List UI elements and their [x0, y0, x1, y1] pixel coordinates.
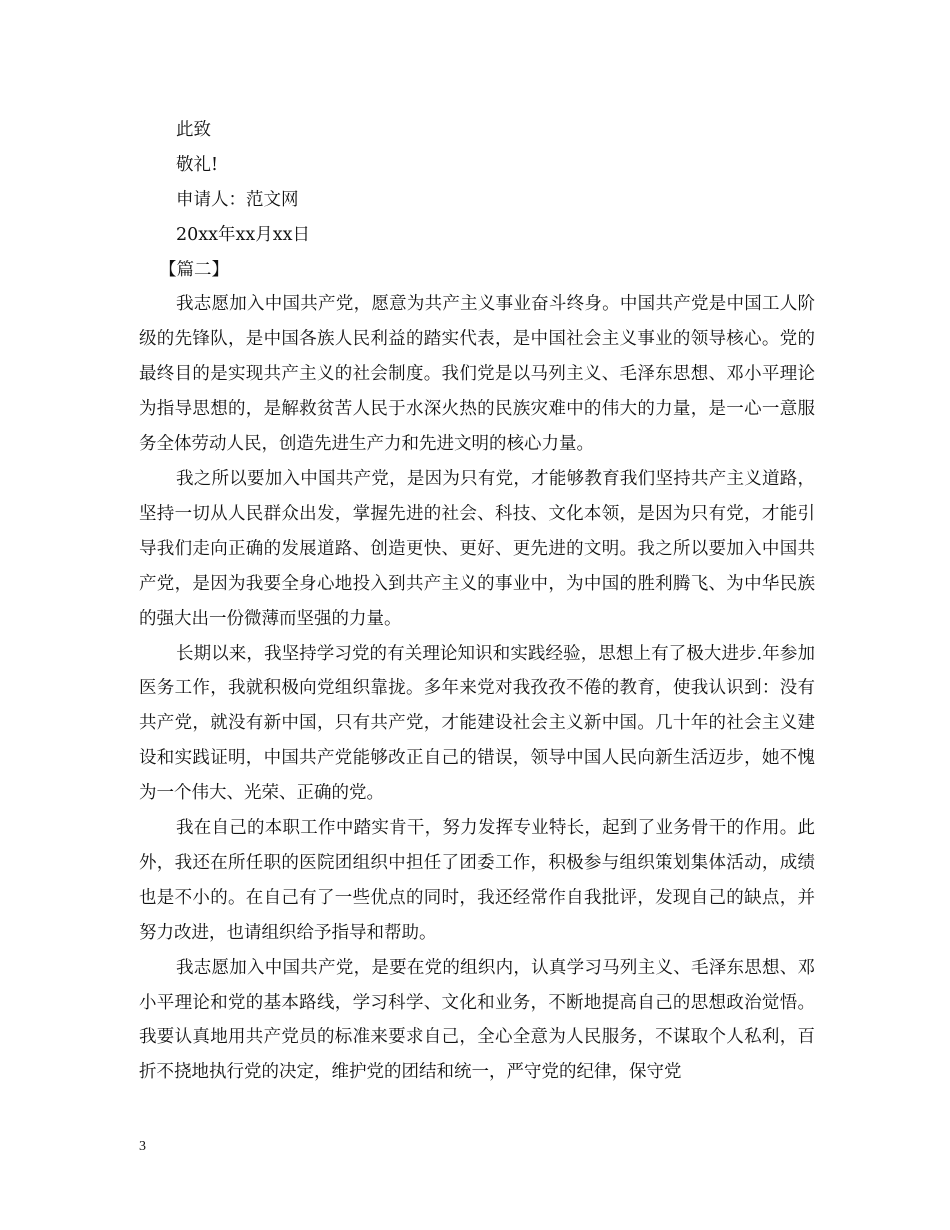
applicant-signature: 申请人：范文网 [176, 189, 299, 210]
paragraph-2: 我之所以要加入中国共产党，是因为只有党，才能够教育我们坚持共产主义道路，坚持一切从人民群众出发，掌握先进的社会、科技、文化本领，是因为只有党，才能引导我们走向正确的发展道路、创造更快、更好、更先进的文明。我之所以要加入中国共产党，是因为我要全身心地投入到共产主义的事业中，为中国的胜利腾飞、为中华民族的强大出一份微薄而坚强的力量。 [139, 468, 815, 629]
paragraph-5: 我志愿加入中国共产党，是要在党的组织内，认真学习马列主义、毛泽东思想、邓小平理论和党的基本路线，学习科学、文化和业务，不断地提高自己的思想政治觉悟。我要认真地用共产党员的标准来要求自己，全心全意为人民服务，不谋取个人私利，百折不挠地执行党的决定，维护党的团结和统一，严守党的纪律，保守党 [139, 957, 815, 1083]
section-heading: 【篇二】 [159, 259, 229, 280]
paragraph-1: 我志愿加入中国共产党，愿意为共产主义事业奋斗终身。中国共产党是中国工人阶级的先锋队，是中国各族人民利益的踏实代表，是中国社会主义事业的领导核心。党的最终目的是实现共产主义的社会制度。我们党是以马列主义、毛泽东思想、邓小平理论为指导思想的，是解救贫苦人民于水深火热的民族灾难中的伟大的力量，是一心一意服务全体劳动人民，创造先进生产力和先进文明的核心力量。 [139, 294, 815, 455]
letter-date: 20xx年xx月xx日 [176, 224, 310, 245]
page-number: 3 [139, 1139, 146, 1154]
document-body [139, 113, 815, 1090]
closing-regards: 敬礼! [176, 154, 219, 175]
closing-salutation: 此致 [176, 120, 211, 140]
paragraph-3: 长期以来，我坚持学习党的有关理论知识和实践经验，思想上有了极大进步.年参加医务工作，我就积极向党组织靠拢。多年来党对我孜孜不倦的教育，使我认识到：没有共产党，就没有新中国，只有共产党，才能建设社会主义新中国。几十年的社会主义建设和实践证明，中国共产党能够改正自己的错误，领导中国人民向新生活迈步，她不愧为一个伟大、光荣、正确的党。 [139, 643, 815, 804]
paragraph-4: 我在自己的本职工作中踏实肯干，努力发挥专业特长，起到了业务骨干的作用。此外，我还在所任职的医院团组织中担任了团委工作，积极参与组织策划集体活动，成绩也是不小的。在自己有了一些优点的同时，我还经常作自我批评，发现自己的缺点，并努力改进，也请组织给予指导和帮助。 [139, 818, 815, 943]
